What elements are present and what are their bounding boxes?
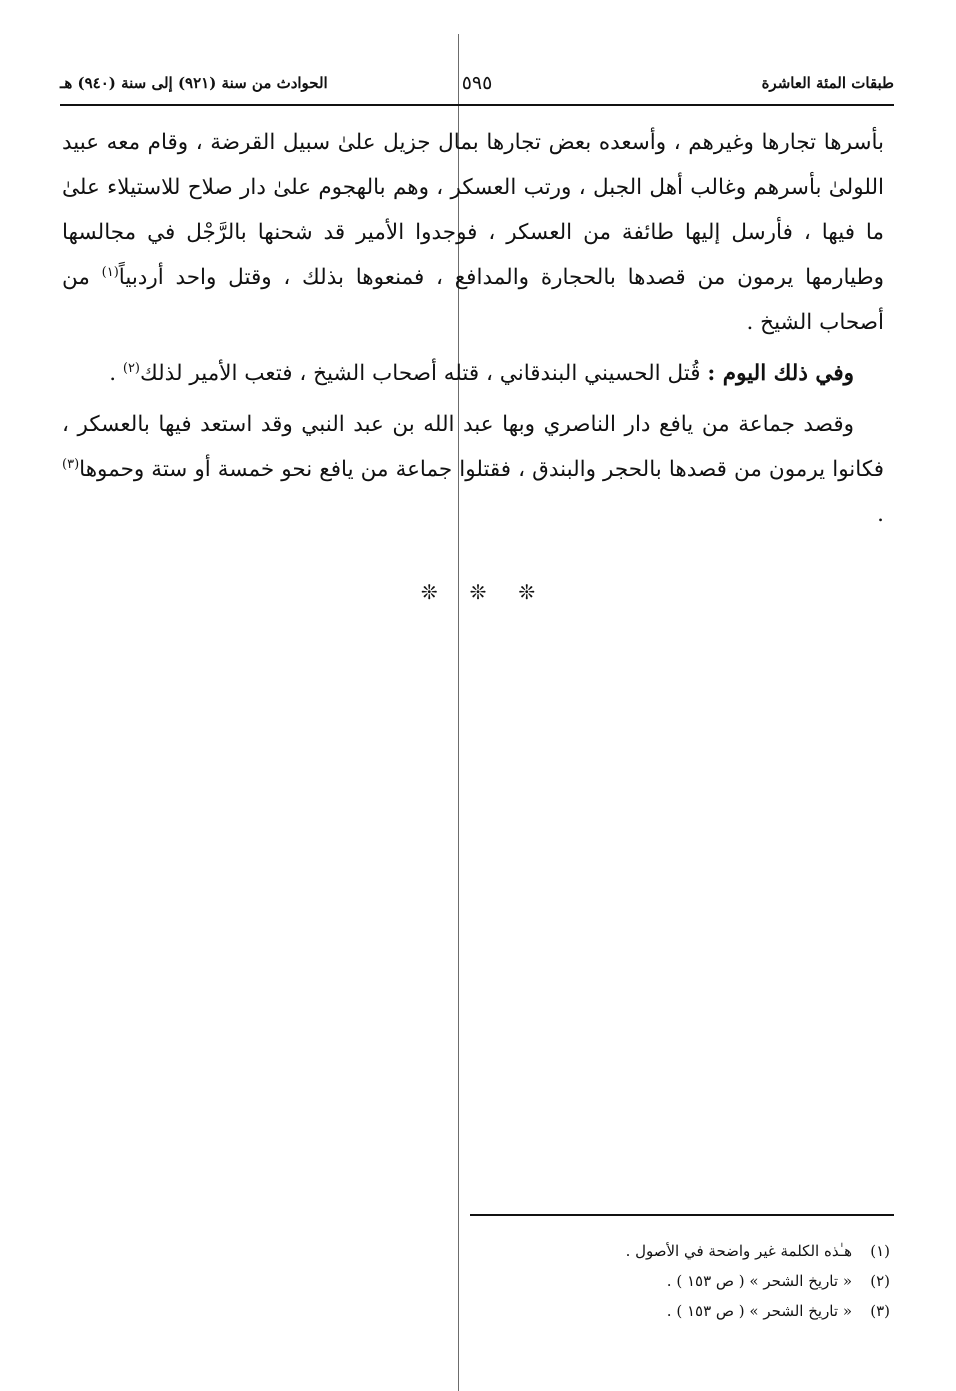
paragraph-2-lead: وفي ذلك اليوم : xyxy=(707,361,854,386)
separator-star: ❊ xyxy=(469,580,487,604)
paragraph-3-text: وقصد جماعة من يافع دار الناصري وبها عبد الله بن عبد النبي وقد استعد فيها بالعسكر ، فكانوا يرمون من قصدها بالحجر والبندق ، فقتلوا جماعة من يافع نحو خمسة أو ستة وحموها xyxy=(62,412,884,482)
footnote-text: « تاريخ الشحر » ( ص ١٥٣ ) . xyxy=(666,1302,852,1320)
paragraph-1-tail: من أصحاب الشيخ . xyxy=(62,265,884,335)
paragraph-1-text: بأسرها تجارها وغيرهم ، وأسعده بعض تجارها بمال جزيل علىٰ سبيل القرضة ، وقام معه عبيد اللولىٰ بأسرهم وغالب أهل الجبل ، ورتب العسكر ، وهم بالهجوم علىٰ دار صلاح للاستيلاء علىٰ ما فيها ، فأرسل إليها طائفة من العسكر ، فوجدوا الأمير قد شحنها بالرَّجْل في مجالسها وطيارمها يرمون من قصدها بالحجارة والمدافع ، فمنعوها بذلك ، وقتل واحد أردبياً xyxy=(62,130,884,290)
footnote-number: (٢) xyxy=(870,1272,890,1290)
running-header xyxy=(60,72,894,102)
footnote-number: (١) xyxy=(870,1242,890,1260)
paragraph-3 xyxy=(62,402,884,537)
footnote-ref-3: (٣) xyxy=(62,456,80,472)
footnote-text: « تاريخ الشحر » ( ص ١٥٣ ) . xyxy=(666,1272,852,1290)
paragraph-2-tail: . xyxy=(109,361,123,386)
book-title: طبقات المئة العاشرة xyxy=(761,74,894,92)
footnote-3 xyxy=(290,1296,890,1326)
section-separator xyxy=(0,580,956,604)
paragraph-2-text: قُتل الحسيني البندقاني ، قتله أصحاب الشيخ ، فتعب الأمير لذلك xyxy=(140,361,708,386)
footnote-2 xyxy=(290,1266,890,1296)
footnote-ref-2: (٢) xyxy=(122,360,140,376)
paragraph-3-tail: . xyxy=(877,502,884,527)
section-title: الحوادث من سنة (٩٢١) إلى سنة (٩٤٠) هـ xyxy=(60,74,328,92)
footnotes xyxy=(290,1236,890,1326)
footnote-number: (٣) xyxy=(870,1302,890,1320)
footnote-ref-1: (١) xyxy=(101,264,119,280)
paragraph-1 xyxy=(62,120,884,345)
separator-star: ❊ xyxy=(518,580,536,604)
paragraph-2 xyxy=(62,351,884,396)
footnote-text: هـٰذه الكلمة غير واضحة في الأصول . xyxy=(625,1242,852,1260)
page-number: ٥٩٥ xyxy=(461,72,493,94)
footnote-rule xyxy=(470,1214,894,1216)
separator-star: ❊ xyxy=(420,580,438,604)
footnote-1 xyxy=(290,1236,890,1266)
main-text xyxy=(62,120,884,543)
header-rule xyxy=(60,104,894,106)
